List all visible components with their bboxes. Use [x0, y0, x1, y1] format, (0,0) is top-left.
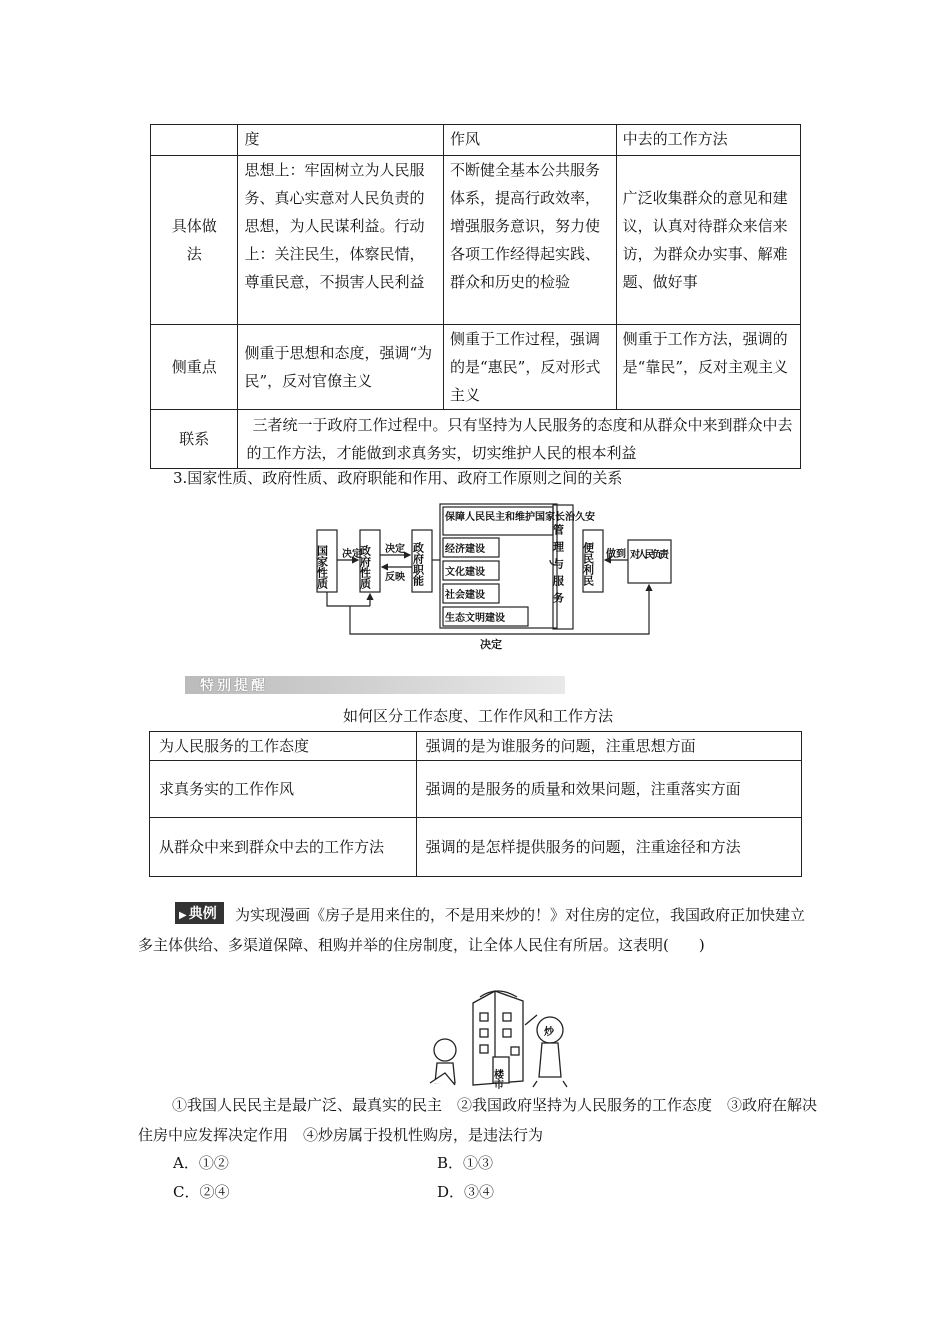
table-header-cell: 中去的工作方法 [616, 125, 800, 156]
example-question: 为实现漫画《房子是用来住的，不是用来炒的！》对住房的定位，我国政府正加快建立多主体供给、多渠道保障、租购并举的住房制度，让全体人民住有所居。这表明( ) [138, 906, 806, 954]
table-cell: 从群众中来到群众中去的工作方法 [150, 818, 417, 877]
label-manage: 管理与服务 [551, 524, 565, 609]
label-decide-2: 决定 [385, 544, 405, 555]
label-convenience: 便民利民 [581, 542, 595, 586]
tip-title: 如何区分工作态度、工作作风和工作方法 [343, 707, 614, 725]
table-cell: 求真务实的工作作风 [150, 761, 417, 818]
label-func-2: 文化建设 [445, 567, 485, 578]
label-gov-nature: 政府性质 [358, 545, 372, 589]
label-gov-function: 政府职能 [411, 542, 425, 586]
label-func-4: 生态文明建设 [445, 613, 505, 624]
table-cell: 强调的是为谁服务的问题，注重思想方面 [416, 732, 801, 761]
option-b[interactable]: B．①③ [437, 1154, 494, 1172]
label-bottom-decide: 决定 [480, 638, 502, 651]
label-func-1: 经济建设 [445, 544, 485, 555]
row-label-link: 联系 [151, 410, 238, 469]
option-c[interactable]: C．②④ [173, 1183, 230, 1201]
table-cell: 强调的是服务的质量和效果问题，注重落实方面 [416, 761, 801, 818]
section-title: 3.国家性质、政府性质、政府职能和作用、政府工作原则之间的关系 [173, 469, 623, 487]
table-header-cell [151, 125, 238, 156]
play-icon: ▶ [179, 910, 187, 921]
statements: ①我国人民民主是最广泛、最真实的民主 ②我国政府坚持为人民服务的工作态度 ③政府在解决住房中应发挥决定作用 ④炒房属于投机性购房，是违法行为 [138, 1096, 818, 1144]
cartoon-label-market: 楼市 [491, 1069, 503, 1089]
cartoon-image [425, 985, 575, 1090]
table-header-cell: 作风 [443, 125, 616, 156]
example-badge-label: 典例 [188, 906, 217, 922]
label-decide-1: 决定 [342, 549, 362, 560]
row-label-practice: 具体做法 [151, 156, 238, 325]
table-row [151, 410, 801, 469]
table-cell: 侧重于工作方法，强调的是“靠民”，反对主观主义 [616, 325, 800, 410]
table-cell: 强调的是怎样提供服务的问题，注重途径和方法 [416, 818, 801, 877]
label-state-nature: 国家性质 [315, 545, 329, 589]
table-row [151, 325, 801, 410]
label-func-3: 社会建设 [445, 590, 485, 601]
row-label-focus: 侧重点 [151, 325, 238, 410]
table-header-row [151, 125, 801, 156]
table-header-cell: 度 [238, 125, 444, 156]
label-do-to: 做到 [606, 549, 626, 560]
comparison-table [150, 124, 801, 469]
table-cell: 思想上：牢固树立为人民服务、真心实意对人民负责的思想，为人民谋利益。行动上：关注民生，体察民情，尊重民意，不损害人民利益 [238, 156, 444, 325]
option-a[interactable]: A．①② [173, 1154, 229, 1172]
table-row [151, 156, 801, 325]
relationship-diagram [312, 500, 682, 656]
tip-label: 特别提醒 [200, 678, 268, 694]
table-cell: 为人民服务的工作态度 [150, 732, 417, 761]
table-row [150, 761, 802, 818]
table-row [150, 732, 802, 761]
distinction-table [149, 731, 802, 877]
box-responsible [628, 540, 671, 583]
table-cell: 侧重于工作过程，强调的是“惠民”，反对形式主义 [443, 325, 616, 410]
cartoon-label-speculate: 炒 [544, 1027, 554, 1038]
option-d[interactable]: D．③④ [437, 1183, 495, 1201]
label-func-0: 保障人民民主和维护国家长治久安 [445, 512, 595, 523]
table-cell: 不断健全基本公共服务体系，提高行政效率，增强服务意识，努力使各项工作经得起实践、群众和历史的检验 [443, 156, 616, 325]
table-row [150, 818, 802, 877]
table-cell: 侧重于思想和态度，强调“为民”，反对官僚主义 [238, 325, 444, 410]
table-cell: 广泛收集群众的意见和建议，认真对待群众来信来访，为群众办实事、解难题、做好事 [616, 156, 800, 325]
label-responsible: 对人民负责 [630, 550, 669, 561]
label-reflect: 反映 [385, 572, 405, 583]
table-cell-merged: 三者统一于政府工作过程中。只有坚持为人民服务的态度和从群众中来到群众中去的工作方法，才能做到求真务实，切实维护人民的根本利益 [238, 410, 801, 469]
